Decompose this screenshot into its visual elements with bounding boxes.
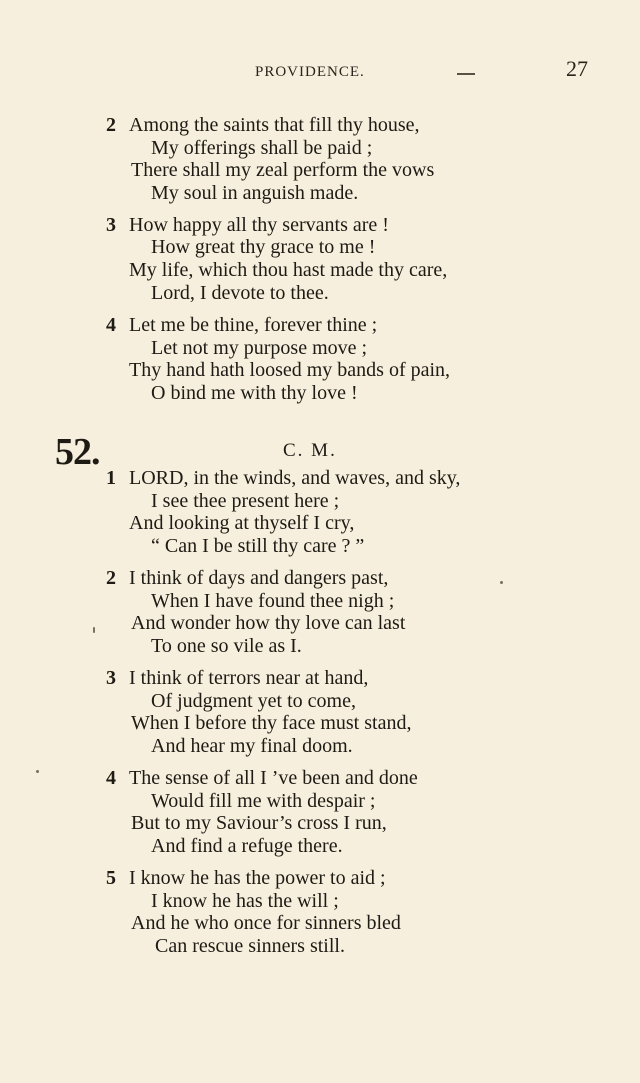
verse-line: Let me be thine, forever thine ; [129, 314, 378, 336]
verse-line: How great thy grace to me ! [151, 236, 376, 258]
verse-line: There shall my zeal perform the vows [131, 159, 435, 181]
hymn-meter: C. M. [283, 440, 337, 461]
verse-line: Of judgment yet to come, [151, 690, 356, 712]
stanza-number: 4 [106, 767, 116, 789]
verse-line: Thy hand hath loosed my bands of pain, [129, 359, 451, 381]
verse-line: I think of terrors near at hand, [129, 667, 369, 689]
hymn-number: 52. [55, 431, 100, 473]
verse-line: My life, which thou hast made thy care, [129, 259, 448, 281]
verse-line: And find a refuge there. [151, 835, 343, 857]
verse-line: And looking at thyself I cry, [129, 512, 355, 534]
verse-line: Can rescue sinners still. [155, 935, 345, 957]
stanza-number: 3 [106, 667, 116, 689]
verse-line: How happy all thy servants are ! [129, 214, 389, 236]
verse-line: “ Can I be still thy care ? ” [151, 535, 365, 557]
verse-line: Lord, I devote to thee. [151, 282, 329, 304]
verse-line: When I have found thee nigh ; [151, 590, 395, 612]
stanza-number: 4 [106, 314, 116, 336]
verse-line: I think of days and dangers past, [129, 567, 389, 589]
verse-line: When I before thy face must stand, [131, 712, 412, 734]
stanza-number: 2 [106, 567, 116, 589]
verse-line: I know he has the power to aid ; [129, 867, 386, 889]
paper-speck [36, 770, 39, 773]
paper-speck [500, 581, 503, 584]
verse-line: Among the saints that fill thy house, [129, 114, 420, 136]
running-title: PROVIDENCE. [255, 64, 365, 80]
verse-line: LORD, in the winds, and waves, and sky, [129, 467, 461, 489]
stanza-number: 5 [106, 867, 116, 889]
paper-speck [93, 627, 95, 633]
verse-line: And he who once for sinners bled [131, 912, 401, 934]
verse-line: And wonder how thy love can last [131, 612, 406, 634]
verse-line: And hear my final doom. [151, 735, 353, 757]
verse-line: O bind me with thy love ! [151, 382, 358, 404]
verse-line: Would fill me with despair ; [151, 790, 376, 812]
verse-line: I know he has the will ; [151, 890, 339, 912]
page-number: 27 [566, 56, 588, 81]
verse-line: Let not my purpose move ; [151, 337, 368, 359]
verse-line: But to my Saviour’s cross I run, [131, 812, 387, 834]
stanza-number: 3 [106, 214, 116, 236]
stanza-number: 1 [106, 467, 116, 489]
verse-line: The sense of all I ’ve been and done [129, 767, 418, 789]
verse-line: I see thee present here ; [151, 490, 340, 512]
verse-line: My offerings shall be paid ; [151, 137, 373, 159]
header-dash-decoration [457, 73, 475, 75]
verse-line: My soul in anguish made. [151, 182, 359, 204]
verse-line: To one so vile as I. [151, 635, 302, 657]
stanza-number: 2 [106, 114, 116, 136]
